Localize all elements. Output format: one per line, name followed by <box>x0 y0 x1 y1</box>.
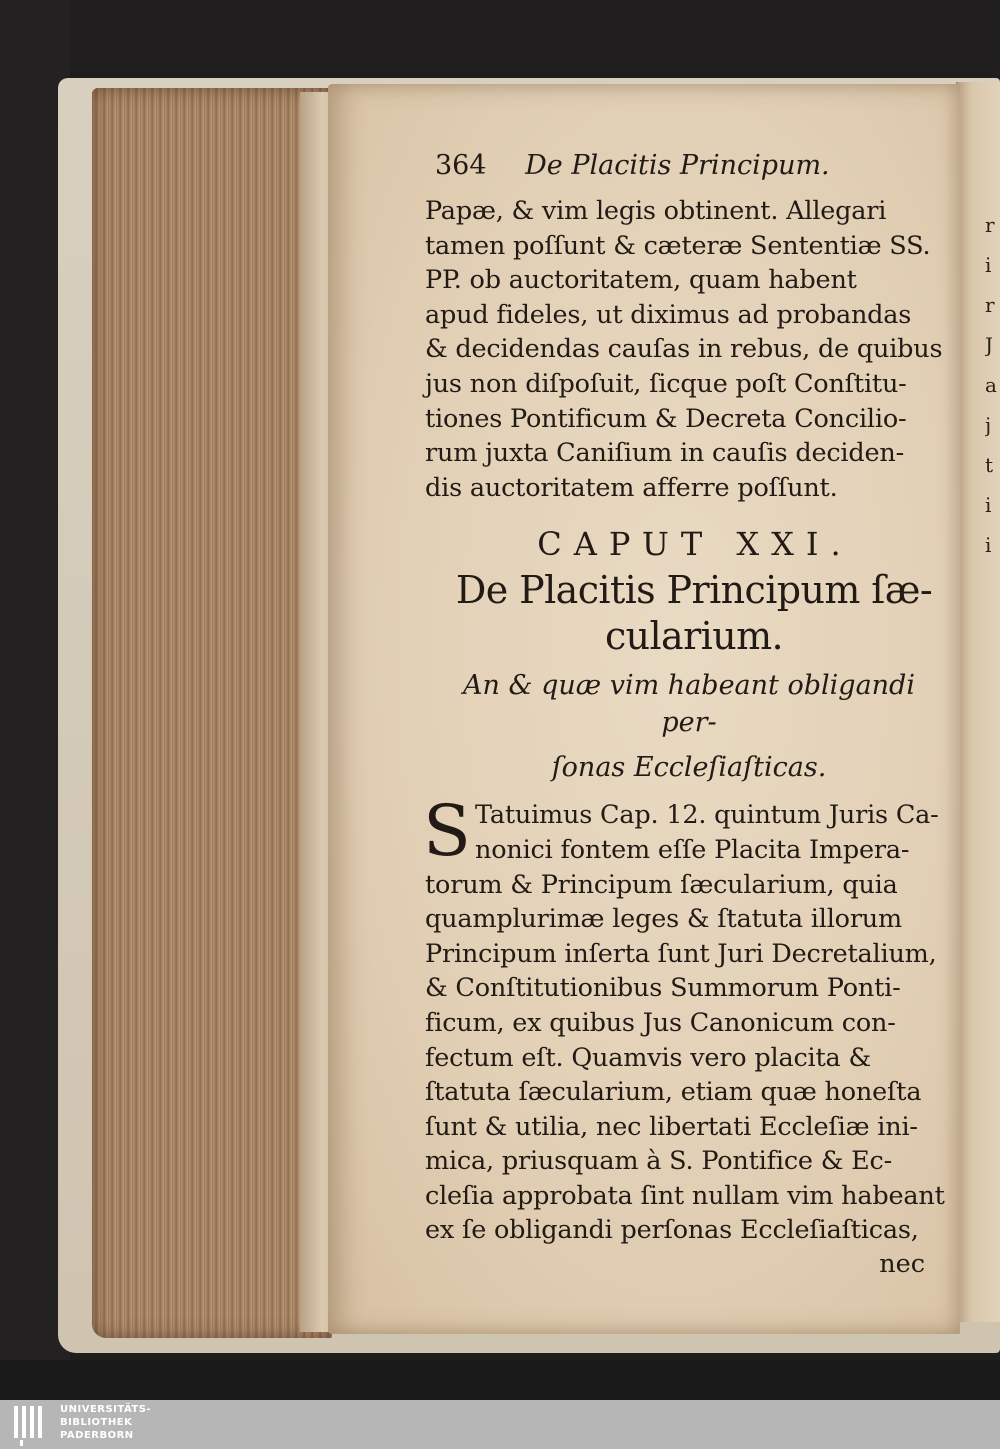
text-line: PP. ob auctoritatem, quam habent <box>425 265 857 296</box>
text-line: quamplurimæ leges & ſtatuta illorum <box>425 904 903 935</box>
text-line: jus non diſpoſuit, ſicque poſt Conſtitu- <box>425 368 907 399</box>
fragment: t <box>985 453 994 477</box>
facing-page-fragments <box>985 205 1000 565</box>
text-line: & Conſtitutionibus Summorum Ponti- <box>425 973 901 1004</box>
page-number: 364 <box>435 150 487 181</box>
paragraph-main <box>423 790 945 1248</box>
text-line: cleſia approbata ſint nullam vim habeant <box>425 1180 945 1211</box>
logo-line: PADERBORN <box>60 1430 134 1441</box>
text-line: ficum, ex quibus Jus Canonicum con- <box>425 1007 896 1038</box>
running-head <box>425 150 945 194</box>
fragment: i <box>985 253 992 277</box>
text-line: apud fideles, ut diximus ad probandas <box>425 299 912 330</box>
chapter-title-line: De Placitis Principum ſæ- <box>455 568 933 613</box>
fragment: r <box>985 213 995 237</box>
text-line: dis auctoritatem afferre poſſunt. <box>425 472 838 503</box>
drop-cap: S <box>423 790 471 873</box>
text-line: ſtatuta ſæcularium, etiam quæ honeſta <box>425 1077 922 1108</box>
catchword: nec <box>879 1249 925 1280</box>
library-bars-icon <box>12 1402 52 1446</box>
text-line: & decidendas cauſas in rebus, de quibus <box>425 334 943 365</box>
chapter-title-line: cularium. <box>604 614 784 659</box>
text-line: Papæ, & vim legis obtinent. Allegari <box>425 196 887 226</box>
library-logo-text <box>60 1403 151 1442</box>
chapter-subtitle-line: An & quæ vim habeant obligandi per- <box>463 670 915 739</box>
logo-line: BIBLIOTHEK <box>60 1417 133 1428</box>
fragment: j <box>985 413 992 437</box>
page-block-edge <box>92 88 332 1338</box>
fragment: i <box>985 493 992 517</box>
text-line: rum juxta Caniſium in cauſis deciden- <box>425 438 905 469</box>
text-line: torum & Principum ſæcularium, quia <box>425 869 898 900</box>
fragment: a <box>985 373 997 397</box>
fragment: r <box>985 293 995 317</box>
text-line: ſunt & utilia, nec libertati Eccleſiæ ini- <box>425 1111 918 1142</box>
running-title: De Placitis Principum. <box>525 150 830 181</box>
text-line: fectum eſt. Quamvis vero placita & <box>425 1042 871 1073</box>
fragment: J <box>985 333 994 357</box>
page-text <box>425 150 945 1280</box>
background-bottom <box>0 1360 1000 1400</box>
logo-line: UNIVERSITÄTS- <box>60 1404 152 1415</box>
chapter-subtitle-line: ſonas Eccleſiaſticas. <box>551 752 827 784</box>
text-line: tiones Pontificum & Decreta Concilio- <box>425 403 907 434</box>
text-line: mica, priusquam à S. Pontifice & Ec- <box>425 1146 893 1177</box>
text-line: ex ſe obligandi perſonas Eccleſiaſticas, <box>425 1215 919 1246</box>
fragment: i <box>985 533 992 557</box>
text-line: Principum inſerta ſunt Juri Decretalium, <box>425 938 937 969</box>
text-line: tamen poſſunt & cæteræ Sententiæ SS. <box>425 230 931 261</box>
text-line: Tatuimus Cap. 12. quintum Juris Ca- <box>475 800 939 831</box>
chapter-heading: CAPUT XXI. <box>537 525 853 564</box>
text-line: nonici fontem eſſe Placita Impera- <box>475 834 910 865</box>
paragraph-top <box>425 194 945 505</box>
